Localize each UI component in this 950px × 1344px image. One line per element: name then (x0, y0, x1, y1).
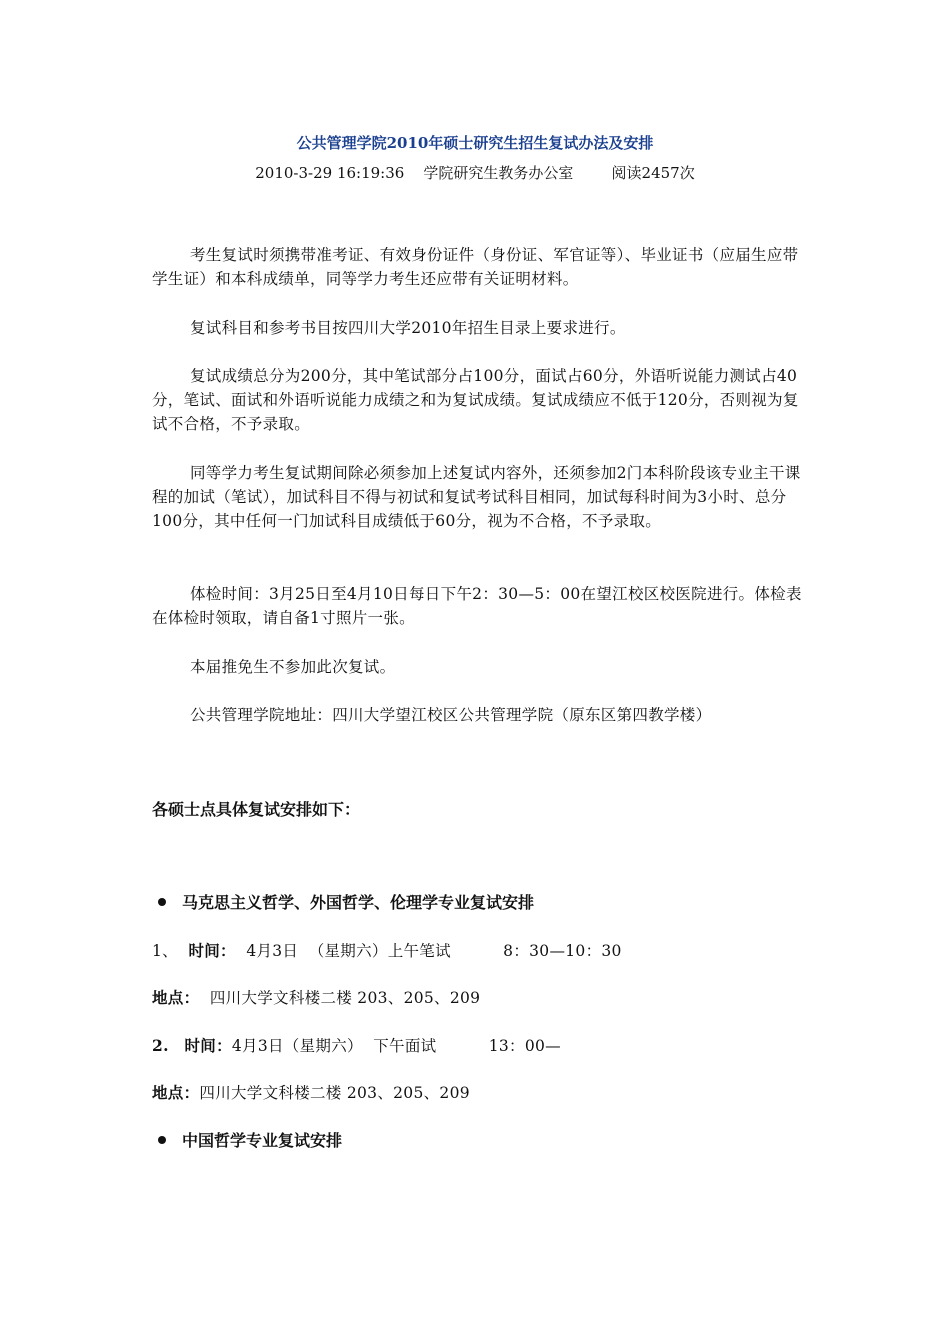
paragraph-equivalent: 同等学力考生复试期间除必须参加上述复试内容外，还须参加2门本科阶段该专业主干课程的加试（笔试），加试科目不得与初试和复试考试科目相同，加试每科时间为3小时、总分100分，其中任何一门加试科目成绩低于60分，视为不合格，不予录取。 (152, 464, 801, 530)
schedule-place-1 (152, 986, 480, 1008)
section-title: 中国哲学专业复试安排 (182, 1131, 343, 1150)
place-label: 地点： (152, 1083, 200, 1102)
bullet-icon (158, 1136, 166, 1144)
schedule-item-1 (152, 939, 622, 961)
item-text: 4月3日 （星期六）上午笔试 8：30—10：30 (246, 942, 622, 960)
section-heading-2 (158, 1128, 342, 1151)
bullet-icon (158, 898, 166, 906)
article-title: 公共管理学院2010年硕士研究生招生复试办法及安排 (296, 134, 654, 152)
schedule-place-2 (152, 1081, 470, 1103)
paragraph-medical: 体检时间：3月25日至4月10日每日下午2：30—5：00在望江校区校医院进行。体检表在体检时领取，请自备1寸照片一张。 (152, 585, 802, 627)
place-label: 地点： (152, 988, 200, 1007)
paragraph-subjects: 复试科目和参考书目按四川大学2010年招生目录上要求进行。 (190, 319, 626, 337)
section-title: 马克思主义哲学、外国哲学、伦理学专业复试安排 (182, 893, 535, 912)
item-number: 2. (152, 1036, 169, 1055)
item-label: 时间： (184, 1036, 232, 1055)
paragraph-exempt: 本届推免生不参加此次复试。 (190, 658, 396, 676)
place-text: 四川大学文科楼二楼 203、205、209 (199, 1084, 470, 1102)
item-label: 时间： (188, 941, 236, 960)
item-number: 1、 (152, 942, 178, 960)
section-heading-1 (158, 890, 534, 913)
article-meta: 2010-3-29 16:19:36 学院研究生教务办公室 阅读2457次 (255, 164, 695, 182)
item-text: 4月3日（星期六） 下午面试 13：00— (231, 1037, 561, 1055)
schedule-heading: 各硕士点具体复试安排如下： (152, 800, 361, 819)
paragraph-address: 公共管理学院地址：四川大学望江校区公共管理学院（原东区第四教学楼） (190, 706, 712, 724)
place-text: 四川大学文科楼二楼 203、205、209 (199, 989, 481, 1007)
paragraph-scoring: 复试成绩总分为200分，其中笔试部分占100分，面试占60分，外语听说能力测试占40分，笔试、面试和外语听说能力成绩之和为复试成绩。复试成绩应不低于120分，否则视为复试不合格，不予录取。 (152, 367, 799, 433)
schedule-item-2 (152, 1034, 561, 1056)
paragraph-documents: 考生复试时须携带准考证、有效身份证件（身份证、军官证等）、毕业证书（应届生应带学生证）和本科成绩单，同等学力考生还应带有关证明材料。 (152, 246, 799, 288)
